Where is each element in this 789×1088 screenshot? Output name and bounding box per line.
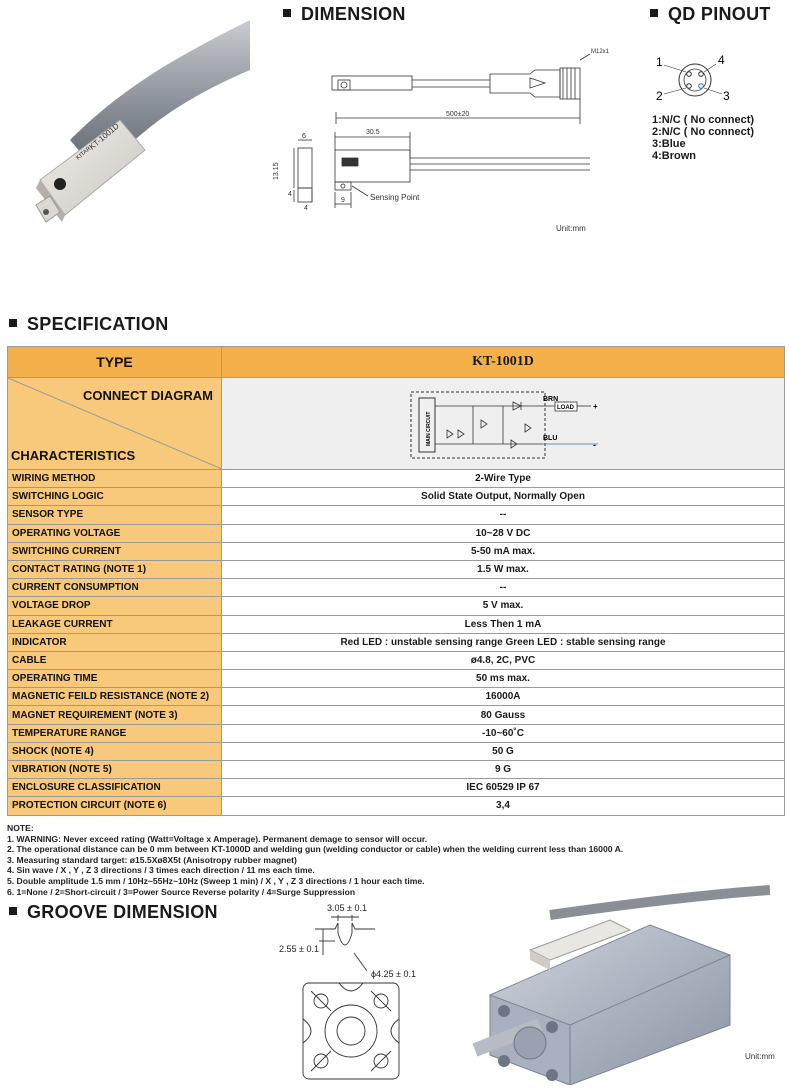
spec-table: [7, 346, 785, 816]
spec-row: [8, 579, 785, 597]
brn-text: BRN: [543, 395, 559, 403]
note-item: 6. 1=None / 2=Short-circuit / 3=Power Source Reverse polarity / 4=Surge Suppression: [7, 886, 356, 897]
groove-heading: GROOVE DIMENSION: [9, 902, 218, 923]
blu-text: BLU: [543, 434, 558, 442]
spec-row: [8, 633, 785, 651]
spec-row: [8, 542, 785, 560]
note-item: 2. The operational distance can be 0 mm between KT-1000D and welding gun (welding conductor or cable) when the welding current less than 16000 A.: [7, 844, 624, 855]
spec-row-label: OPERATING TIME: [8, 670, 222, 688]
spec-row-label: TEMPERATURE RANGE: [8, 724, 222, 742]
note-heading: NOTE:: [7, 823, 34, 833]
spec-row-label: CABLE: [8, 651, 222, 669]
product-brand-text: KITAR: [75, 145, 93, 162]
connect-diagram-row: [8, 378, 785, 470]
minus-text: -: [593, 439, 596, 450]
spec-row-value: 80 Gauss: [222, 706, 785, 724]
characteristics-label: CHARACTERISTICS: [11, 448, 136, 463]
spec-row: [8, 506, 785, 524]
spec-row: [8, 670, 785, 688]
groove-diameter-label: ϕ4.25 ± 0.1: [371, 969, 417, 979]
spec-row-value: 5 V max.: [222, 597, 785, 615]
sensing-point-label: Sensing Point: [370, 193, 420, 202]
spec-row-value: --: [222, 579, 785, 597]
pinout-item: 3:Blue: [652, 138, 686, 150]
spec-row: [8, 470, 785, 488]
width-label: 30.5: [366, 129, 380, 136]
note-item: 5. Double amplitude 1.5 mm / 10Hz~55Hz~10Hz (Sweep 1 min) / X , Y , Z 3 directions / 1 hour each time.: [7, 875, 425, 886]
spec-row-value: 3,4: [222, 797, 785, 815]
groove-unit: Unit:mm: [745, 1052, 775, 1061]
note-item: 4. Sin wave / X , Y , Z 3 directions / 3 times each direction / 11 ms each time.: [7, 865, 315, 876]
spec-row-label: CURRENT CONSUMPTION: [8, 579, 222, 597]
main-circuit-text: MAIN CIRCUIT: [426, 411, 432, 446]
spec-row-label: VIBRATION (NOTE 5): [8, 761, 222, 779]
pinout-item: 2:N/C ( No connect): [652, 126, 755, 138]
d4b-label: 4: [304, 205, 308, 212]
spec-row-value: Less Then 1 mA: [222, 615, 785, 633]
spec-row-label: SWITCHING CURRENT: [8, 542, 222, 560]
groove-width-label: 3.05 ± 0.1: [327, 903, 367, 913]
spec-row-label: MAGNET REQUIREMENT (NOTE 3): [8, 706, 222, 724]
spec-row: [8, 797, 785, 815]
spec-row: [8, 597, 785, 615]
spec-row-label: VOLTAGE DROP: [8, 597, 222, 615]
spec-row-value: 50 G: [222, 742, 785, 760]
note-item: 3. Measuring standard target: ø15.5Xø8X5t (Anisotropy rubber magnet): [7, 854, 297, 865]
spec-row-label: MAGNETIC FEILD RESISTANCE (NOTE 2): [8, 688, 222, 706]
spec-row: [8, 761, 785, 779]
cylinder-mounting-photo: [470, 885, 770, 1085]
d6-label: 6: [302, 133, 306, 140]
spec-row: [8, 651, 785, 669]
pin-label-2: 2: [656, 89, 663, 103]
spec-row-value: 10~28 V DC: [222, 524, 785, 542]
spec-row-value: 1.5 W max.: [222, 560, 785, 578]
d4a-label: 4: [288, 191, 292, 198]
m12-label: M12x1: [591, 49, 610, 55]
spec-row-label: SENSOR TYPE: [8, 506, 222, 524]
spec-row: [8, 779, 785, 797]
sensor-product-photo: [0, 0, 250, 250]
spec-row-label: ENCLOSURE CLASSIFICATION: [8, 779, 222, 797]
type-label: TYPE: [8, 347, 222, 378]
cable-length-label: 500±20: [446, 111, 470, 118]
spec-row-value: 2-Wire Type: [222, 470, 785, 488]
pin-label-4: 4: [718, 53, 725, 67]
spec-row: [8, 688, 785, 706]
pinout-diagram: [650, 50, 750, 110]
spec-header-row: [8, 347, 785, 378]
spec-rows: [8, 470, 785, 816]
groove-height-label: 2.55 ± 0.1: [279, 944, 319, 954]
dimension-heading: DIMENSION: [283, 4, 406, 25]
spec-row: [8, 724, 785, 742]
spec-row: [8, 524, 785, 542]
load-text: LOAD: [557, 404, 574, 411]
pinout-list: [652, 114, 754, 162]
bullet-icon: [283, 9, 291, 17]
spec-row-value: 16000A: [222, 688, 785, 706]
spec-row-label: WIRING METHOD: [8, 470, 222, 488]
dimension-unit: Unit:mm: [556, 224, 586, 233]
spec-row-value: -10~60˚C: [222, 724, 785, 742]
spec-row: [8, 488, 785, 506]
spec-row-label: SHOCK (NOTE 4): [8, 742, 222, 760]
spec-row-value: --: [222, 506, 785, 524]
spec-row-label: CONTACT RATING (NOTE 1): [8, 560, 222, 578]
diagram-label-cell: [8, 378, 222, 470]
spec-row: [8, 615, 785, 633]
spec-row: [8, 560, 785, 578]
spec-row-label: PROTECTION CIRCUIT (NOTE 6): [8, 797, 222, 815]
pin-label-3: 3: [723, 89, 730, 103]
dimension-drawing: [260, 40, 610, 240]
spec-row-value: 50 ms max.: [222, 670, 785, 688]
pin-label-1: 1: [656, 55, 663, 69]
spec-row-value: Red LED : unstable sensing range Green LED : stable sensing range: [222, 633, 785, 651]
bullet-icon: [650, 9, 658, 17]
d13-label: 13.15: [273, 162, 280, 180]
spec-row-label: SWITCHING LOGIC: [8, 488, 222, 506]
connect-circuit-diagram: [403, 384, 603, 464]
product-label-text: KT-1001D: [87, 121, 121, 152]
specification-heading: SPECIFICATION: [9, 314, 169, 335]
spec-row-value: ø4.8, 2C, PVC: [222, 651, 785, 669]
qd-pinout-heading: QD PINOUT: [650, 4, 771, 25]
spec-row: [8, 742, 785, 760]
type-value: KT-1001D: [222, 347, 785, 378]
pinout-item: 1:N/C ( No connect): [652, 114, 755, 126]
bullet-icon: [9, 907, 17, 915]
spec-row-label: OPERATING VOLTAGE: [8, 524, 222, 542]
spec-row-value: Solid State Output, Normally Open: [222, 488, 785, 506]
groove-drawing: [275, 895, 445, 1085]
spec-row-value: 9 G: [222, 761, 785, 779]
note-item: 1. WARNING: Never exceed rating (Watt=Voltage x Amperage). Permanent demage to sensor will occur.: [7, 833, 428, 844]
spec-row-label: INDICATOR: [8, 633, 222, 651]
spec-row-label: LEAKAGE CURRENT: [8, 615, 222, 633]
spec-row-value: 5-50 mA max.: [222, 542, 785, 560]
plus-text: +: [593, 401, 598, 411]
spec-row: [8, 706, 785, 724]
bullet-icon: [9, 319, 17, 327]
d9-label: 9: [341, 197, 345, 204]
spec-row-value: IEC 60529 IP 67: [222, 779, 785, 797]
connect-diagram-label: CONNECT DIAGRAM: [83, 388, 213, 403]
pinout-item: 4:Brown: [652, 150, 696, 162]
connect-diagram-cell: [222, 378, 785, 470]
